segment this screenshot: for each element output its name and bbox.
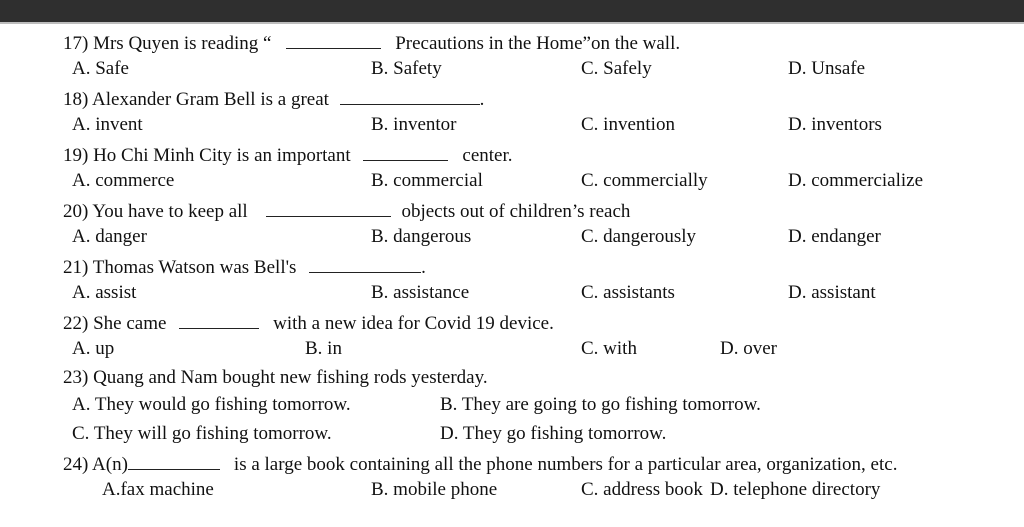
- option-c: C. invention: [581, 114, 675, 135]
- question-text: objects out of children’s reach: [401, 201, 631, 222]
- question-text: Ho Chi Minh City is an important: [93, 145, 351, 166]
- answer-blank: [363, 143, 448, 161]
- question-number: 24): [63, 454, 89, 475]
- question-number: 17): [63, 33, 89, 54]
- answer-blank: [266, 199, 391, 217]
- option-a: A. Safe: [72, 58, 129, 79]
- answer-blank: [340, 87, 480, 105]
- question-18-stem: [63, 87, 484, 111]
- question-text: She came: [93, 313, 167, 334]
- question-number: 22): [63, 313, 89, 334]
- question-text: Thomas Watson was Bell's: [92, 257, 297, 278]
- option-d: D. Unsafe: [788, 58, 866, 79]
- question-text: .: [479, 89, 485, 110]
- answer-blank: [179, 311, 259, 329]
- answer-blank: [286, 31, 381, 49]
- option-d: D. commercialize: [788, 170, 924, 191]
- option-b: B. They are going to go fishing tomorrow.: [440, 394, 761, 415]
- question-text: is a large book containing all the phone numbers for a particular area, organization, etc.: [233, 454, 898, 475]
- question-17-stem: [63, 31, 680, 55]
- answer-blank: [309, 255, 421, 273]
- question-text: Alexander Gram Bell is a great: [92, 89, 329, 110]
- option-b: B. dangerous: [371, 226, 472, 247]
- option-b: B. in: [305, 338, 342, 359]
- option-a: A. They would go fishing tomorrow.: [72, 394, 351, 415]
- question-text: A(n): [92, 454, 128, 475]
- question-number: 21): [63, 257, 89, 278]
- option-c: C. Safely: [581, 58, 652, 79]
- question-24-stem: [63, 452, 897, 476]
- option-a: A. up: [72, 338, 115, 359]
- option-d: D. telephone directory: [710, 479, 881, 500]
- question-22-stem: [63, 311, 554, 335]
- question-number: 20): [63, 201, 89, 222]
- option-c: C. address book: [581, 479, 703, 500]
- question-text: .: [421, 257, 426, 278]
- option-c: C. with: [581, 338, 637, 359]
- option-d: D. inventors: [788, 114, 882, 135]
- question-text: with a new idea for Covid 19 device.: [273, 313, 554, 334]
- option-d: D. They go fishing tomorrow.: [440, 423, 667, 444]
- top-bar-edge: [0, 22, 1024, 24]
- option-c: C. assistants: [581, 282, 675, 303]
- option-b: B. inventor: [371, 114, 457, 135]
- question-text: Mrs Quyen is reading “: [93, 33, 272, 54]
- option-c: C. commercially: [581, 170, 708, 191]
- option-a: A. commerce: [72, 170, 175, 191]
- question-text: center.: [462, 145, 513, 166]
- question-number: 18): [63, 89, 89, 110]
- question-number: 19): [63, 145, 89, 166]
- option-a: A.fax machine: [102, 479, 214, 500]
- option-c: C. They will go fishing tomorrow.: [72, 423, 332, 444]
- question-19-stem: [63, 143, 513, 167]
- question-text: Quang and Nam bought new fishing rods yesterday.: [93, 367, 488, 388]
- option-a: A. invent: [72, 114, 143, 135]
- option-a: A. danger: [72, 226, 147, 247]
- option-b: B. Safety: [371, 58, 442, 79]
- option-b: B. commercial: [371, 170, 483, 191]
- question-text: Precautions in the Home”on the wall.: [395, 33, 681, 54]
- option-a: A. assist: [72, 282, 137, 303]
- answer-blank: [128, 452, 220, 470]
- option-b: B. assistance: [371, 282, 470, 303]
- option-d: D. assistant: [788, 282, 876, 303]
- question-20-stem: [63, 199, 630, 223]
- top-bar: [0, 0, 1024, 22]
- option-d: D. endanger: [788, 226, 881, 247]
- question-number: 23): [63, 367, 89, 388]
- option-d: D. over: [720, 338, 777, 359]
- question-21-stem: [63, 255, 426, 279]
- option-b: B. mobile phone: [371, 479, 498, 500]
- question-23-stem: [63, 367, 488, 389]
- option-c: C. dangerously: [581, 226, 697, 247]
- question-text: You have to keep all: [92, 201, 248, 222]
